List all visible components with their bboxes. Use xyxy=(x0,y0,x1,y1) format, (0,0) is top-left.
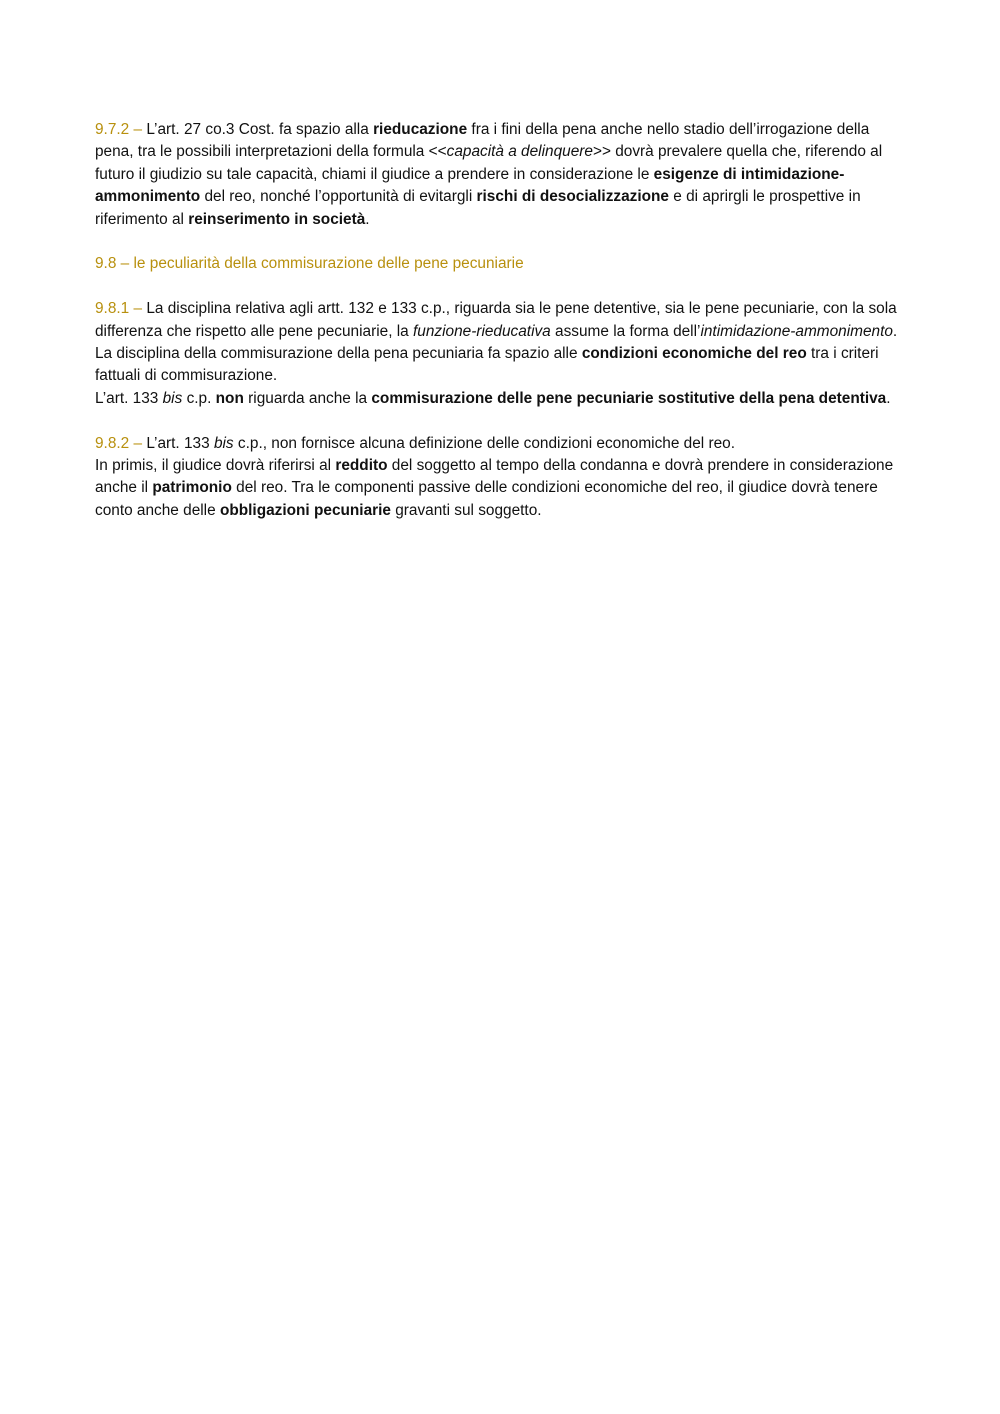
text-run: In primis, il giudice dovrà riferirsi al xyxy=(95,457,336,475)
text-run: La disciplina della commisurazione della pena pecuniaria fa spazio alle xyxy=(95,345,582,363)
bold-term: obbligazioni pecuniarie xyxy=(219,501,391,519)
text-run: . xyxy=(892,322,898,340)
text-run: >> dovrà prevalere quella che, riferendo al futuro il giudizio su tale capacità, chiami il giudice a prendere in considerazione le xyxy=(95,143,883,183)
section-number: 9.8.2 – xyxy=(95,434,147,452)
italic-term: intimidazione-ammonimento xyxy=(700,322,893,340)
bold-term: patrimonio xyxy=(152,479,232,497)
text-run: del reo. Tra le componenti passive delle condizioni economiche del reo, il giudice dovrà tenere conto anche delle xyxy=(95,479,878,519)
paragraph-9-8-1 xyxy=(95,298,910,343)
text-run: . xyxy=(365,210,370,228)
bold-term: reinserimento in società xyxy=(188,210,366,228)
bold-term: esigenze di intimidazione-ammonimento xyxy=(95,165,845,206)
italic-term: funzione-rieducativa xyxy=(413,322,551,340)
italic-term: capacità a delinquere xyxy=(446,143,593,161)
bold-term: rischi di desocializzazione xyxy=(476,188,669,206)
paragraph-9-8-2-b xyxy=(95,455,910,522)
spacer xyxy=(95,410,910,432)
text-run: L’art. 27 co.3 Cost. fa spazio alla xyxy=(146,121,374,138)
text-run: . xyxy=(886,389,891,407)
text-run: e di aprirgli le prospettive in riferimento al xyxy=(95,188,861,228)
italic-term: bis xyxy=(162,389,183,407)
text-run: del reo, nonché l’opportunità di evitargli xyxy=(200,188,477,206)
text-run: tra i criteri fattuali di commisurazione. xyxy=(95,345,879,385)
section-number: 9.8.1 – xyxy=(95,300,147,318)
section-number: 9.7.2 – xyxy=(95,121,147,138)
bold-term: non xyxy=(215,389,244,407)
text-run: del soggetto al tempo della condanna e dovrà prendere in considerazione anche il xyxy=(95,457,894,497)
italic-term: bis xyxy=(213,434,234,452)
text-run: c.p., non fornisce alcuna definizione delle condizioni economiche del reo. xyxy=(233,434,736,452)
document-page xyxy=(95,119,910,522)
text-run: L’art. 133 xyxy=(95,389,163,407)
text-run: assume la forma dell’ xyxy=(550,322,701,340)
text-run: La disciplina relativa agli artt. 132 e 133 c.p., riguarda sia le pene detentive, sia le pene pecuniarie, con la sola differenza che rispetto alle pene pecuniarie, la xyxy=(95,300,897,340)
paragraph-9-7-2 xyxy=(95,119,910,231)
spacer xyxy=(95,231,910,253)
text-run: fra i fini della pena anche nello stadio dell’irrogazione della pena, tra le possibili interpretazioni della formula << xyxy=(95,121,870,161)
bold-term: condizioni economiche del reo xyxy=(581,345,807,363)
section-heading-9-8: 9.8 – le peculiarità della commisurazione delle pene pecuniarie xyxy=(95,255,524,273)
text-run: L’art. 133 xyxy=(146,434,214,452)
paragraph-9-8-1-c xyxy=(95,388,910,410)
text-run: gravanti sul soggetto. xyxy=(390,501,542,519)
spacer xyxy=(95,276,910,298)
bold-term: reddito xyxy=(335,457,388,475)
paragraph-9-8-2 xyxy=(95,433,910,455)
bold-term: rieducazione xyxy=(373,121,468,138)
bold-term: commisurazione delle pene pecuniarie sostitutive della pena detentiva xyxy=(371,389,887,407)
text-run: c.p. xyxy=(182,389,216,407)
paragraph-9-8-1-b xyxy=(95,343,910,388)
text-run: riguarda anche la xyxy=(243,389,372,407)
